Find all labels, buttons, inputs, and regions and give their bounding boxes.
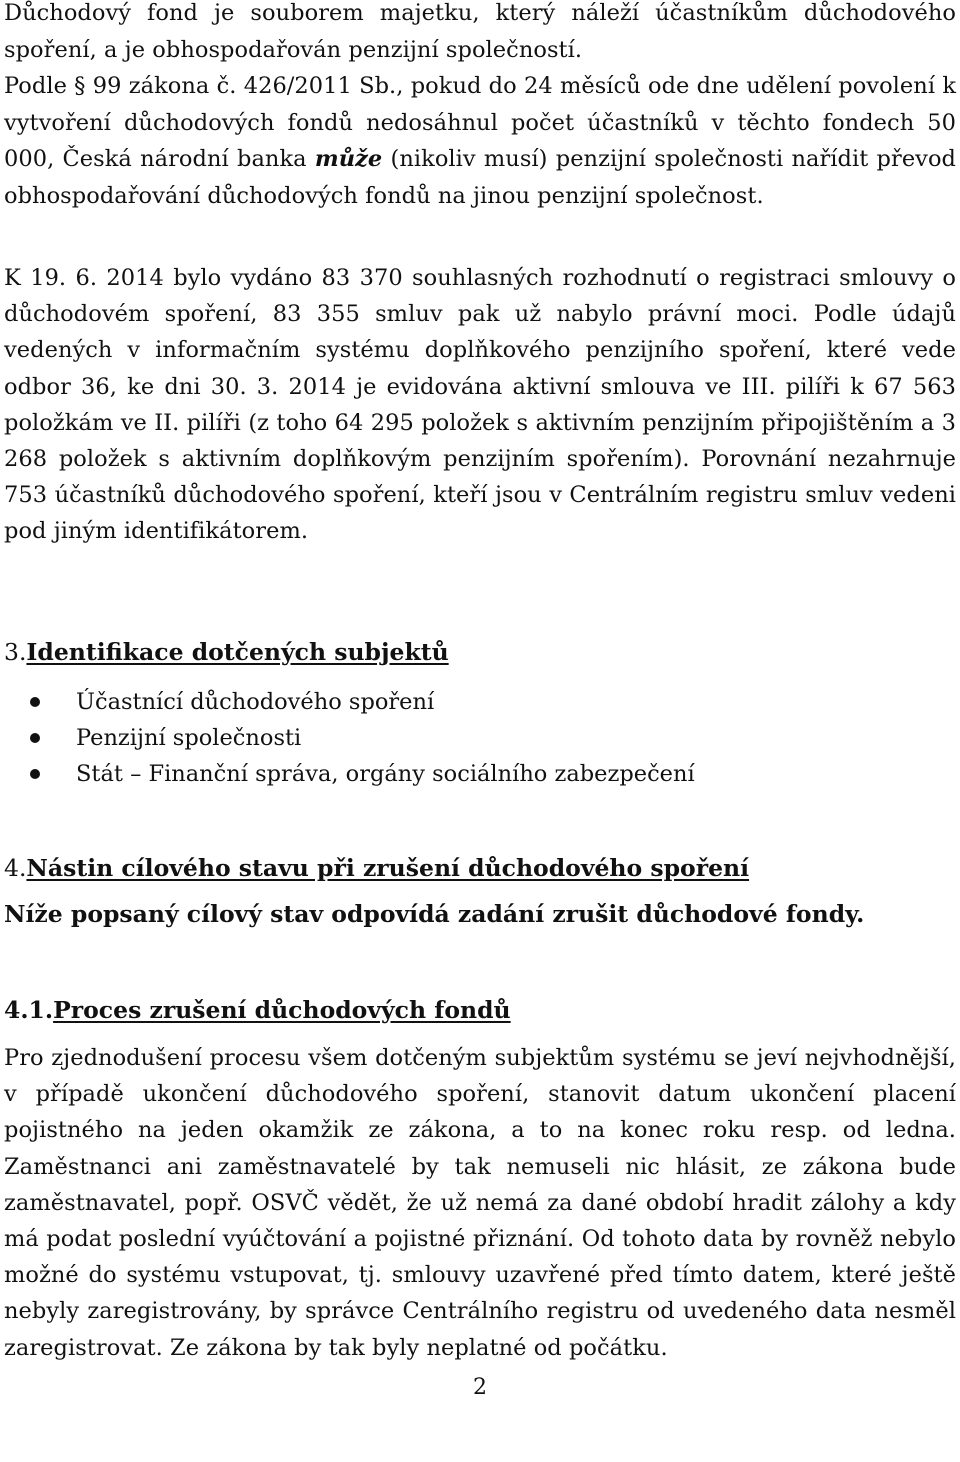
bullet-icon xyxy=(30,733,40,743)
paragraph-law-99 xyxy=(4,68,956,214)
section-3-number: 3. xyxy=(4,638,27,666)
paragraph-registration-stats: K 19. 6. 2014 bylo vydáno 83 370 souhlasných rozhodnutí o registraci smlouvy o důchodovém spoření, 83 355 smluv pak už nabylo právní moci. Podle údajů vedených v informačním systému doplňkového penzijního spoření, které vede odbor 36, ke dni 30. 3. 2014 je evidována aktivní smlouva ve III. pilíři k 67 563 položkám ve II. pilíři (z toho 64 295 položek s aktivním penzijním připojištěním a 3 268 položek s aktivním doplňkovým penzijním spořením). Porovnání nezahrnuje 753 účastníků důchodového spoření, kteří jsou v Centrálním registru smluv vedeni pod jiným identifikátorem. xyxy=(4,265,956,545)
paragraph-fund-definition: Důchodový fond je souborem majetku, který náleží účastníkům důchodového spoření, a je obhospodařován penzijní společností. xyxy=(4,0,956,63)
section-4-1-heading xyxy=(4,994,511,1026)
section-3-heading xyxy=(4,636,449,668)
section-4-1-number: 4.1. xyxy=(4,996,54,1024)
section-3-title: Identifikace dotčených subjektů xyxy=(26,638,449,666)
list-item xyxy=(0,684,695,720)
paragraph-fund-termination-process: Pro zjednodušení procesu všem dotčeným subjektům systému se jeví nejvhodnější, v případě ukončení důchodového spoření, stanovit datum ukončení placení pojistného na jeden okamžik ze zákona, a to na konec roku resp. od ledna. Zaměstnanci ani zaměstnavatelé by tak nemuseli nic hlásit, ze zákona bude zaměstnavatel, popř. OSVČ vědět, že už nemá za dané období hradit zálohy a kdy má podat poslední vyúčtování a pojistné přiznání. Od tohoto data by rovněž nebylo možné do systému vstupovat, tj. smlouvy uzavřené před tímto datem, které ještě nebyly zaregistrovány, by správce Centrálního registru od uvedeného data nesměl zaregistrovat. Ze zákona by tak byly neplatné od počátku. xyxy=(4,1045,956,1361)
list-item-label: Účastnící důchodového spoření xyxy=(76,689,435,715)
section-4-1-title: Proces zrušení důchodových fondů xyxy=(53,996,511,1024)
affected-subjects-list xyxy=(0,684,695,792)
paragraph-law-99-text-a: Podle § 99 zákona č. 426/2011 Sb., pokud do 24 měsíců ode dne udělení povolení k vytvoření důchodových fondů nedosáhnul počet účastníků v těchto fondech 50 000, Česká národní banka xyxy=(4,73,956,172)
paragraph-law-99-text-b: (nikoliv musí) penzijní společnosti nařídit převod obhospodařování důchodových fondů na jinou penzijní společnost. xyxy=(4,146,956,209)
emphasis-muze: může xyxy=(314,146,383,172)
bullet-icon xyxy=(30,697,40,707)
section-4-number: 4. xyxy=(4,854,27,882)
list-item xyxy=(0,756,695,792)
section-4-heading xyxy=(4,852,749,884)
list-item-label: Stát – Finanční správa, orgány sociálního zabezpečení xyxy=(76,761,695,787)
page-number: 2 xyxy=(473,1375,487,1400)
section-4-title: Nástin cílového stavu při zrušení důchodového spoření xyxy=(26,854,750,882)
list-item-label: Penzijní společnosti xyxy=(76,725,302,751)
bullet-icon xyxy=(30,769,40,779)
section-4-note: Níže popsaný cílový stav odpovídá zadání zrušit důchodové fondy. xyxy=(4,900,865,928)
list-item xyxy=(0,720,695,756)
